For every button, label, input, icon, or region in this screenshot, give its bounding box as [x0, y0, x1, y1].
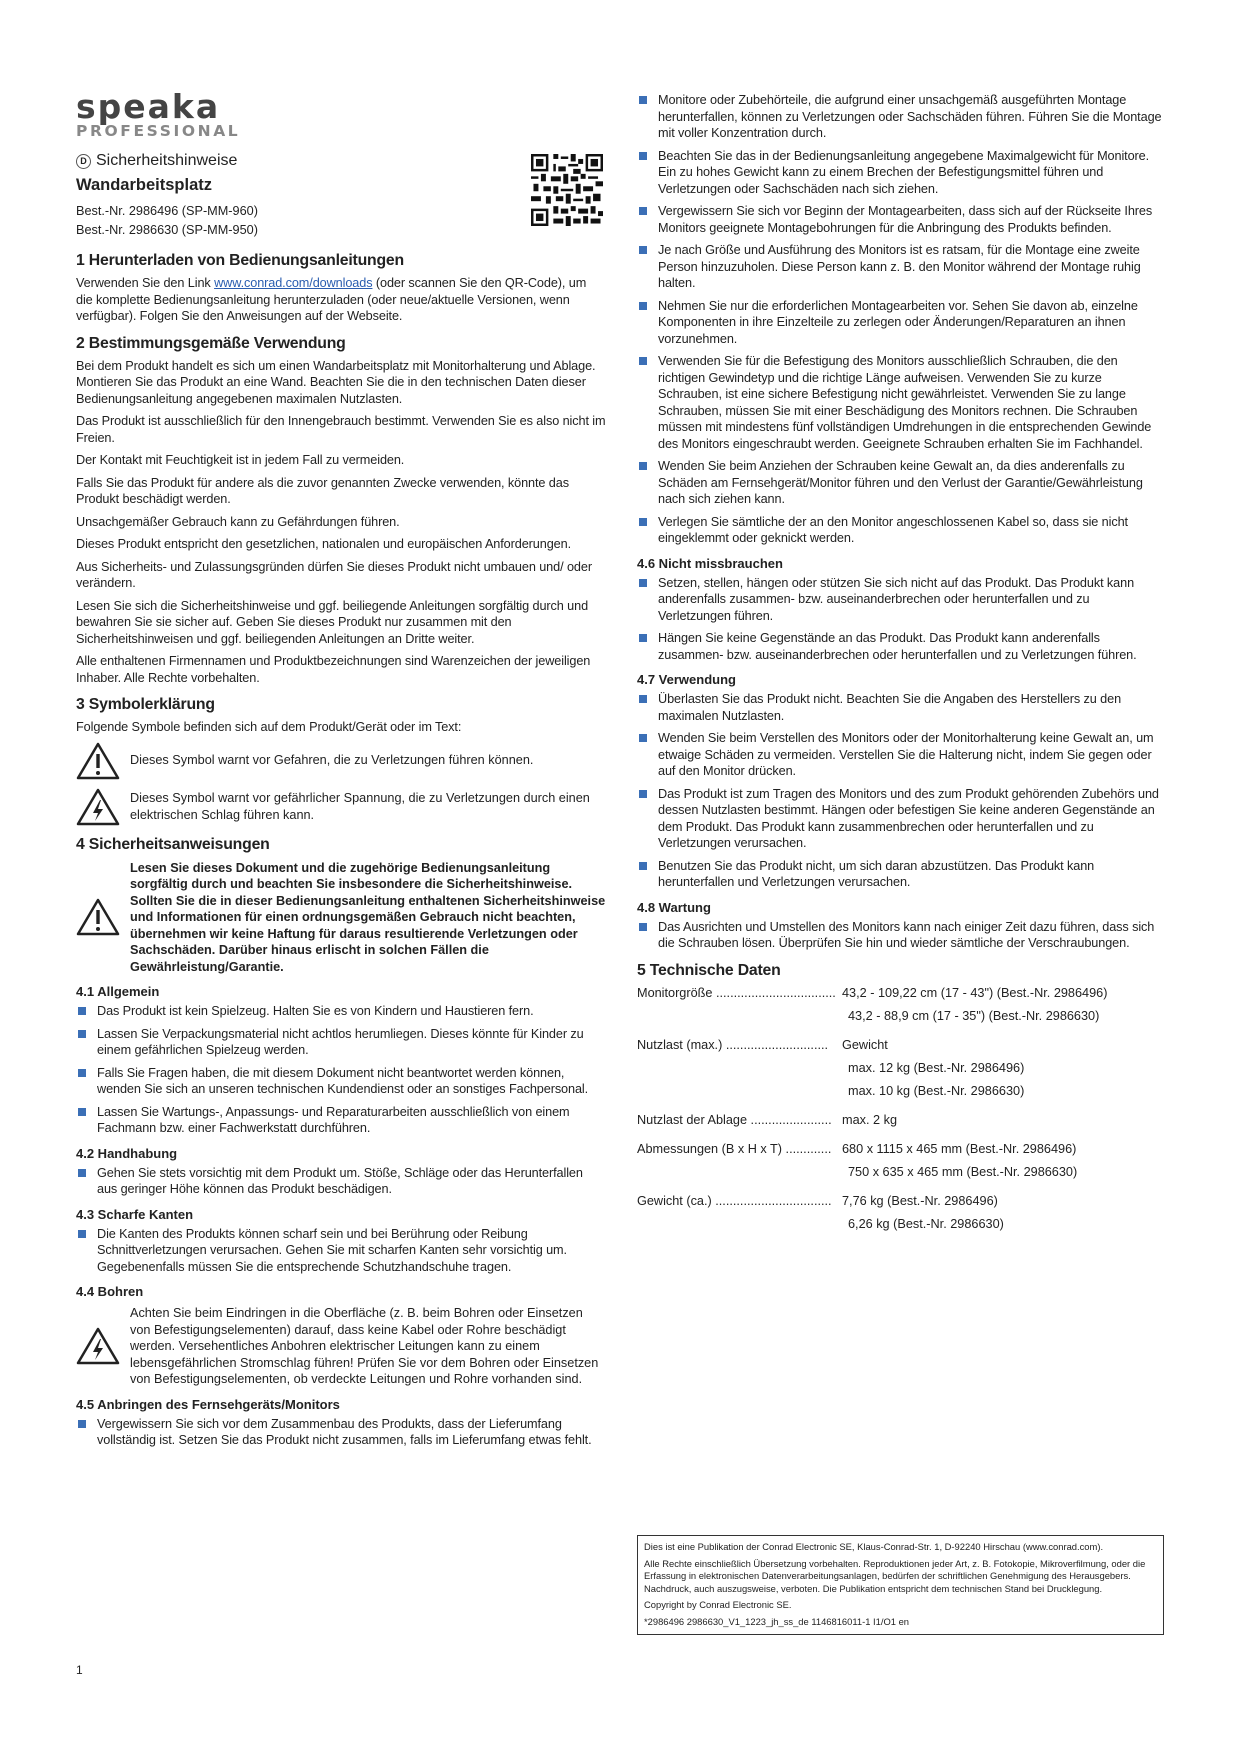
electric-hazard-icon [76, 788, 120, 826]
list-item: Hängen Sie keine Gegenstände an das Produkt. Das Produkt kann anderenfalls zusammen- bzw. auseinanderbrechen oder herunterfallen und zu Verletzungen führen. [637, 630, 1165, 663]
paragraph: Lesen Sie sich die Sicherheitshinweise und ggf. beiliegende Anleitungen sorgfältig durch und bewahren Sie sie sicher auf. Geben Sie dieses Produkt nur zusammen mit den Sicherheitshinweisen und ggf. beiliegenden Anleitungen an Dritte weiter. [76, 598, 589, 646]
logo-sub: PROFESSIONAL [76, 122, 241, 140]
section-2-body [76, 358, 606, 687]
tech-value: 750 x 635 x 465 mm (Best.-Nr. 2986630) [848, 1164, 1078, 1179]
symbol-row [76, 788, 606, 826]
tech-values [842, 1141, 1165, 1187]
list-4-5-start [76, 1416, 606, 1449]
paragraph: Der Kontakt mit Feuchtigkeit ist in jedem Fall zu vermeiden. [76, 453, 405, 467]
symbol-1-text: Dieses Symbol warnt vor Gefahren, die zu Verletzungen führen können. [130, 753, 534, 768]
tech-value: Gewicht [842, 1037, 888, 1052]
list-item: Je nach Größe und Ausführung des Monitors ist es ratsam, für die Montage eine zweite Person hinzuzuholen. Diese Person kann z. B. den Monitor während der Montage ruhig halten. [637, 242, 1165, 292]
tech-label: Nutzlast der Ablage ....................... [637, 1112, 832, 1127]
doc-type [76, 152, 606, 170]
right-column [637, 92, 1165, 1245]
tech-label: Nutzlast (max.) ............................. [637, 1037, 829, 1052]
list-item: Gehen Sie stets vorsichtig mit dem Produkt um. Stöße, Schläge oder das Herunterfallen aus geringer Höhe können das Produkt beschädigen. [76, 1165, 606, 1198]
paragraph: Alle enthaltenen Firmennamen und Produktbezeichnungen sind Warenzeichen der jeweiligen Inhaber. Alle Rechte vorbehalten. [76, 654, 591, 685]
tech-value: 43,2 - 88,9 cm (17 - 35") (Best.-Nr. 2986630) [848, 1008, 1100, 1023]
list-4-3 [76, 1226, 606, 1276]
section-2-heading: 2 Bestimmungsgemäße Verwendung [76, 334, 346, 352]
tech-value: 7,76 kg (Best.-Nr. 2986496) [842, 1193, 998, 1208]
tech-value: max. 12 kg (Best.-Nr. 2986496) [848, 1060, 1025, 1075]
tech-value: 43,2 - 109,22 cm (17 - 43") (Best.-Nr. 2986496) [842, 985, 1108, 1000]
list-item: Verlegen Sie sämtliche der an den Monitor angeschlossenen Kabel so, dass sie nicht eingeklemmt oder geknickt werden. [637, 514, 1165, 547]
tech-label: Gewicht (ca.) ................................. [637, 1193, 832, 1208]
list-item: Verwenden Sie für die Befestigung des Monitors ausschließlich Schrauben, die den richtigen Gewindetyp und die richtige Länge aufweisen. Verwenden Sie zu kurze Schrauben, ist eine sichere Befestigung nicht gewährleistet. Verwenden Sie zu lange Schrauben, müssen Sie mit einer Beschädigung des Monitors rechnen. Die Schrauben müssen mit mindestens fünf vollständigen Umdrehungen in die entsprechenden Gewinde des Monitors eingeschraubt werden. Geeignete Schrauben erhalten Sie im Fachhandel. [637, 353, 1165, 452]
section-4-6-heading: 4.6 Nicht missbrauchen [637, 555, 783, 571]
section-4-7-heading: 4.7 Verwendung [637, 672, 736, 687]
drilling-warning [76, 1305, 606, 1388]
qr-code-icon[interactable] [531, 154, 603, 226]
section-5-heading: 5 Technische Daten [637, 961, 781, 979]
left-column [76, 87, 606, 1455]
tech-label: Monitorgröße .................................. [637, 985, 836, 1000]
paragraph: Das Produkt ist ausschließlich für den Innengebrauch bestimmt. Verwenden Sie es also nicht im Freien. [76, 414, 606, 445]
tech-values [842, 1037, 1165, 1106]
list-item: Setzen, stellen, hängen oder stützen Sie sich nicht auf das Produkt. Das Produkt kann anderenfalls zusammen- bzw. auseinanderbrechen oder herunterfallen und zu Verletzungen führen. [637, 575, 1165, 625]
electric-hazard-icon [76, 1327, 120, 1365]
safety-warning-box [76, 860, 606, 976]
list-item: Die Kanten des Produkts können scharf sein und bei Berührung oder Reibung Schnittverletzungen verursachen. Gehen Sie mit scharfen Kanten sehr vorsichtig um. Gegebenenfalls müssen Sie die entsprechende Schutzhandschuhe tragen. [76, 1226, 606, 1276]
publisher-box [637, 1535, 1164, 1635]
table-row [637, 1037, 1165, 1106]
paragraph: Dieses Produkt entspricht den gesetzlichen, nationalen und europäischen Anforderungen. [76, 537, 572, 551]
rights-text: Alle Rechte einschließlich Übersetzung vorbehalten. Reproduktionen jeder Art, z. B. Fotokopie, Mikroverfilmung, oder die Erfassung in elektronischen Datenverarbeitungsanlagen, bedürfen der schriftlichen Genehmigung des Herausgebers. Nachdruck, auch auszugsweise, verboten. Die Publikation entspricht dem technischen Stand bei Drucklegung. [644, 1557, 1146, 1594]
tech-value: max. 10 kg (Best.-Nr. 2986630) [848, 1083, 1025, 1098]
paragraph: Bei dem Produkt handelt es sich um einen Wandarbeitsplatz mit Monitorhalterung und Ablage. Montieren Sie das Produkt an eine Wand. Beachten Sie die in den technischen Daten dieser Bedienungsanleitung angegebenen maximalen Nutzlasten. [76, 358, 596, 406]
list-item: Beachten Sie das in der Bedienungsanleitung angegebene Maximalgewicht für Monitore. Ein zu hohes Gewicht kann zu einem Brechen der Befestigungsmittel führen und Verletzungen oder Sachschäden nach sich ziehen. [637, 148, 1165, 198]
product-title: Wandarbeitsplatz [76, 176, 212, 194]
section-4-2-heading: 4.2 Handhabung [76, 1145, 178, 1161]
list-item: Das Ausrichten und Umstellen des Monitors kann nach einiger Zeit dazu führen, dass sich die Schrauben lösen. Überprüfen Sie hin und wieder sämtliche der Verschraubungen. [637, 919, 1165, 952]
tech-values [842, 985, 1165, 1031]
language-icon: D [76, 154, 91, 169]
list-4-8 [637, 919, 1165, 952]
technical-data-table [637, 985, 1165, 1239]
tech-value: max. 2 kg [842, 1112, 897, 1127]
paragraph: Unsachgemäßer Gebrauch kann zu Gefährdungen führen. [76, 514, 400, 529]
table-row [637, 1112, 1165, 1135]
section-3-intro: Folgende Symbole befinden sich auf dem Produkt/Gerät oder im Text: [76, 720, 462, 734]
section-4-5-heading: 4.5 Anbringen des Fernsehgeräts/Monitors [76, 1396, 340, 1412]
table-row [637, 1141, 1165, 1187]
drilling-warning-text: Achten Sie beim Eindringen in die Oberfläche (z. B. beim Bohren oder Einsetzen von Befestigungselementen) darauf, dass keine Kabel oder Rohre beschädigt werden. Versehentliches Anbohren elektrischer Leitungen kann zu einem lebensgefährlichen Stromschlag führen! Prüfen Sie vor dem Bohren oder Einsetzen von Befestigungselementen, ob verdeckte Leitungen und Rohre vorhanden sind. [130, 1306, 599, 1386]
brand-logo [76, 87, 606, 146]
section-4-8-heading: 4.8 Wartung [637, 899, 711, 915]
table-row [637, 1193, 1165, 1239]
order-number-2: Best.-Nr. 2986630 (SP-MM-950) [76, 223, 258, 237]
list-item: Vergewissern Sie sich vor Beginn der Montagearbeiten, dass sich auf der Rückseite Ihres Monitors geeignete Montagebohrungen für die Anbringung des Produkts befinden. [637, 203, 1165, 236]
list-item: Falls Sie Fragen haben, die mit diesem Dokument nicht beantwortet werden können, wenden Sie sich an unseren technischen Kundendienst oder an sonstiges Fachpersonal. [76, 1065, 606, 1098]
warning-triangle-icon [76, 898, 120, 936]
order-number-1: Best.-Nr. 2986496 (SP-MM-960) [76, 204, 258, 218]
table-row [637, 985, 1165, 1031]
safety-warning-text: Lesen Sie dieses Dokument und die zugehörige Bedienungsanleitung sorgfältig durch und beachten Sie insbesondere die Sicherheitshinweise. Sollten Sie die in dieser Bedienungsanleitung enthaltenen Sicherheitshinweise und Informationen für einen ordnungsgemäßen Gebrauch nicht beachten, übernehmen wir keine Haftung für daraus resultierende Verletzungen oder Sachschäden. Darüber hinaus erlischt in solchen Fällen die Gewährleistung/Garantie. [130, 860, 606, 974]
list-4-1 [76, 1003, 606, 1137]
section-4-1-heading: 4.1 Allgemein [76, 984, 160, 999]
section-4-3-heading: 4.3 Scharfe Kanten [76, 1206, 194, 1222]
symbol-2-text: Dieses Symbol warnt vor gefährlicher Spannung, die zu Verletzungen durch einen elektrischen Schlag führen kann. [130, 791, 590, 822]
list-item: Monitore oder Zubehörteile, die aufgrund einer unsachgemäß ausgeführten Montage herunterfallen, können zu Verletzungen oder Sachschäden führen. Führen Sie die Montage mit voller Konzentration durch. [637, 92, 1165, 142]
list-4-7 [637, 691, 1165, 891]
downloads-link[interactable]: www.conrad.com/downloads [214, 276, 373, 290]
list-4-5-cont [637, 92, 1165, 547]
list-4-6 [637, 575, 1165, 664]
list-4-2 [76, 1165, 606, 1198]
publisher-line: Dies ist eine Publikation der Conrad Electronic SE, Klaus-Conrad-Str. 1, D-92240 Hirschau (www.conrad.com). [644, 1541, 1104, 1552]
list-item: Wenden Sie beim Verstellen des Monitors oder der Monitorhalterung keine Gewalt an, um etwaige Schäden zu vermeiden. Verstellen Sie die Halterung nicht, indem Sie gegen oder auf den Monitor drücken. [637, 730, 1165, 780]
section-4-4-heading: 4.4 Bohren [76, 1284, 144, 1299]
symbol-row [76, 742, 606, 780]
s1-post: (oder scannen Sie den QR-Code), um die komplette Bedienungsanleitung herunterzuladen (oder neue/aktuelle Versionen, wenn verfügbar). Folgen Sie den Anweisungen auf der Webseite. [76, 276, 587, 323]
list-item: Vergewissern Sie sich vor dem Zusammenbau des Produkts, dass der Lieferumfang vollständig ist. Setzen Sie das Produkt nicht zusammen, falls im Lieferumfang etwas fehlt. [76, 1416, 606, 1449]
s1-pre: Verwenden Sie den Link [76, 276, 215, 290]
page-number: 1 [76, 1663, 83, 1677]
list-item: Wenden Sie beim Anziehen der Schrauben keine Gewalt an, da dies anderenfalls zu Schäden am Fernsehgerät/Monitor führen und den Verlust der Garantie/Gewährleistung nach sich ziehen kann. [637, 458, 1165, 508]
copyright-line: Copyright by Conrad Electronic SE. [644, 1599, 792, 1611]
tech-label: Abmessungen (B x H x T) ............. [637, 1141, 832, 1156]
list-item: Benutzen Sie das Produkt nicht, um sich daran abzustützen. Das Produkt kann herunterfallen und Verletzungen verursachen. [637, 858, 1165, 891]
section-3-heading: 3 Symbolerklärung [76, 696, 215, 713]
list-item: Lassen Sie Wartungs-, Anpassungs- und Reparaturarbeiten ausschließlich von einem Fachmann bzw. einer Fachwerkstatt durchführen. [76, 1104, 606, 1137]
list-item: Das Produkt ist zum Tragen des Monitors und des zum Produkt gehörenden Zubehörs und dessen Nutzlasten bestimmt. Hängen oder befestigen Sie keine anderen Gegenstände an dem Produkt. Das Produkt kann zusammenbrechen oder herunterfallen und zu Verletzungen verursachen. [637, 786, 1165, 852]
paragraph: Aus Sicherheits- und Zulassungsgründen dürfen Sie dieses Produkt nicht umbauen und/ oder verändern. [76, 559, 592, 590]
doc-type-label: Sicherheitshinweise [96, 152, 238, 169]
section-4-heading: 4 Sicherheitsanweisungen [76, 835, 270, 853]
paragraph: Falls Sie das Produkt für andere als die zuvor genannten Zwecke verwenden, könnte das Produkt beschädigt werden. [76, 475, 569, 506]
list-item: Lassen Sie Verpackungsmaterial nicht achtlos herumliegen. Dieses könnte für Kinder zu einem gefährlichen Spielzeug werden. [76, 1026, 606, 1059]
tech-values [842, 1112, 1165, 1135]
list-item: Das Produkt ist kein Spielzeug. Halten Sie es von Kindern und Haustieren fern. [76, 1003, 606, 1020]
tech-value: 680 x 1115 x 465 mm (Best.-Nr. 2986496) [842, 1141, 1077, 1156]
warning-triangle-icon [76, 742, 120, 780]
logo-brand: speaka [76, 87, 221, 126]
tech-value: 6,26 kg (Best.-Nr. 2986630) [848, 1216, 1004, 1231]
list-item: Überlasten Sie das Produkt nicht. Beachten Sie die Angaben des Herstellers zu den maximalen Nutzlasten. [637, 691, 1165, 724]
tech-values [842, 1193, 1165, 1239]
section-1-text [76, 275, 606, 325]
document-code: *2986496 2986630_V1_1223_jh_ss_de 1146816011-1 I1/O1 en [644, 1615, 909, 1627]
section-1-heading: 1 Herunterladen von Bedienungsanleitungen [76, 252, 404, 269]
list-item: Nehmen Sie nur die erforderlichen Montagearbeiten vor. Sehen Sie davon ab, einzelne Komponenten in ihre Einzelteile zu zerlegen oder Änderungen/Reparaturen an ihnen vorzunehmen. [637, 298, 1165, 348]
